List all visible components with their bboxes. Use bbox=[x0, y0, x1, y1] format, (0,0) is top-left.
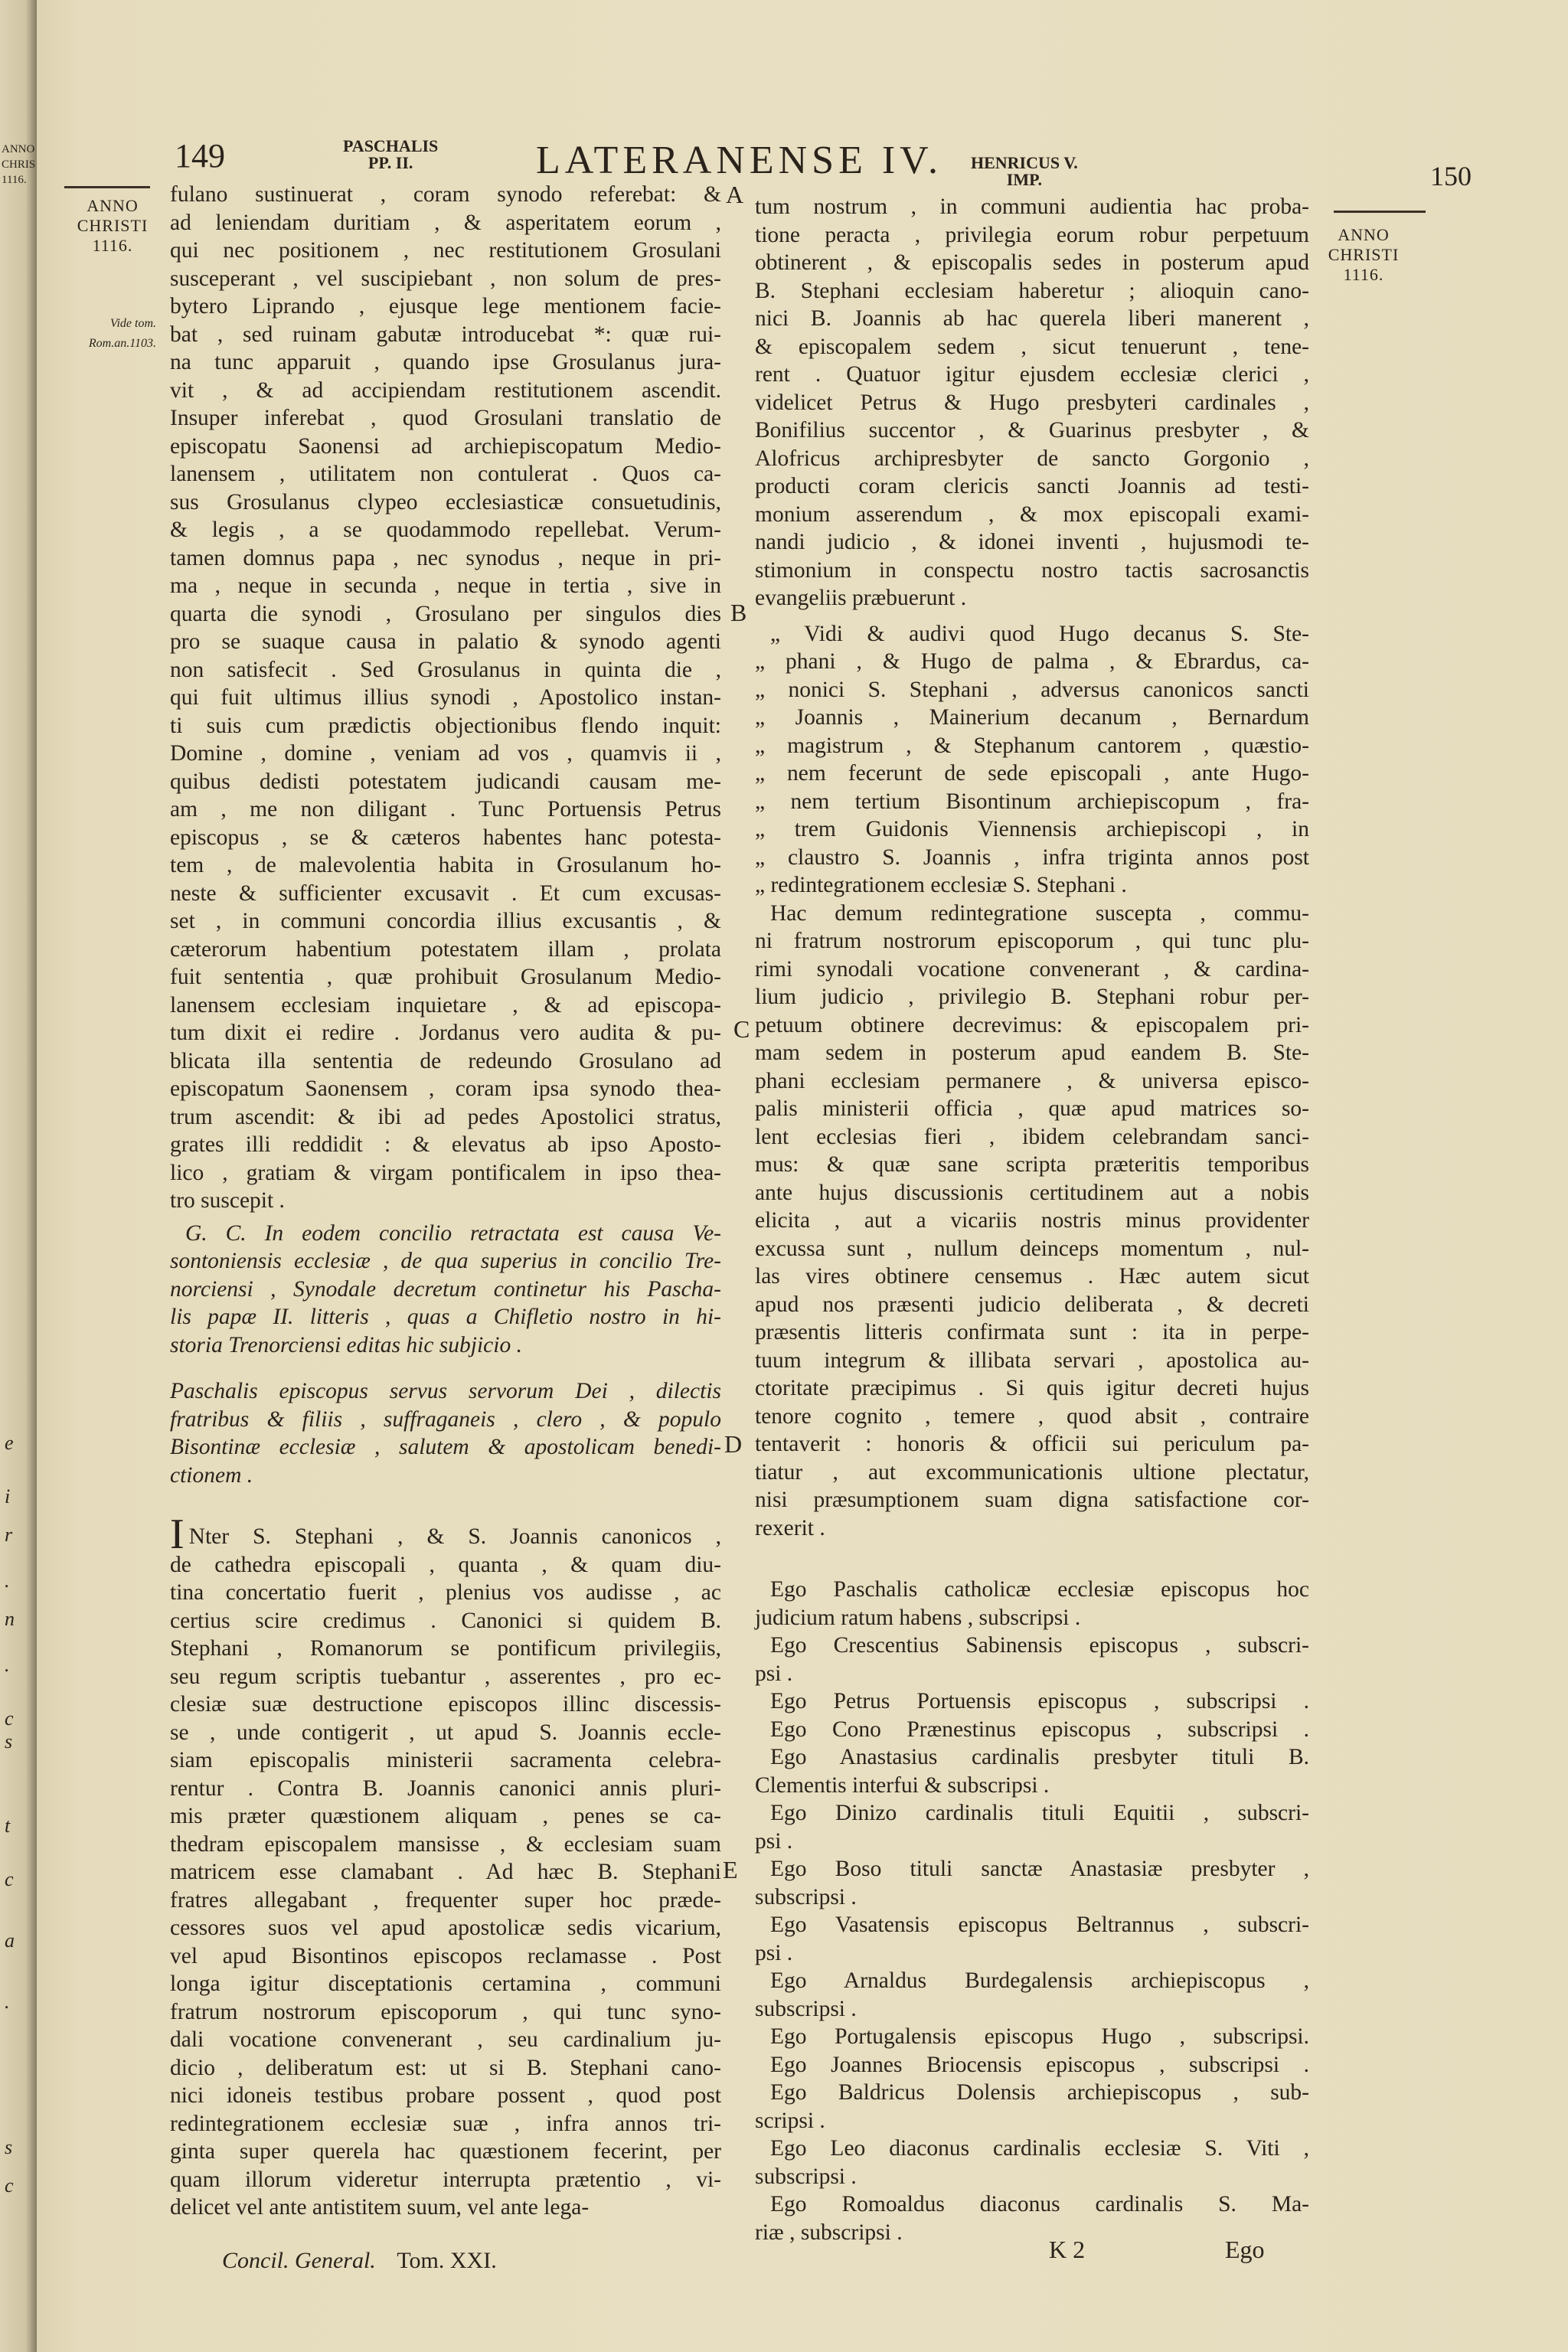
text-line: cessores suos vel apud apostolicæ sedis vicarium, bbox=[170, 1916, 721, 1940]
spine-line: 1116. bbox=[2, 174, 27, 186]
text-line: se , unde contigerit , ut apud S. Joannis eccle- bbox=[170, 1720, 721, 1745]
text-line: tuum integrum & illibata servari , apostolica au- bbox=[755, 1348, 1309, 1373]
text-line: ctionem . bbox=[170, 1462, 253, 1488]
left-paragraph-narrative bbox=[170, 181, 721, 1215]
text-line: rentur . Contra B. Joannis canonici annis pluri- bbox=[170, 1775, 721, 1801]
text-line: quarta die synodi , Grosulano per singulos dies bbox=[170, 601, 721, 626]
spine-fragment: i bbox=[5, 1485, 11, 1508]
text-line: nici idoneis testibus probare possent , quod post bbox=[170, 2083, 721, 2108]
text-line: Ego Crescentius Sabinensis episcopus , subscri- bbox=[770, 1633, 1309, 1658]
right-paragraph-testimony bbox=[755, 620, 1309, 900]
text-line: „ nonici S. Stephani , adversus canonicos sancti bbox=[755, 677, 1309, 702]
text-line: vel apud Bisontinos episcopos reclamasse . Post bbox=[170, 1943, 721, 1968]
text-line: Ego Joannes Briocensis episcopus , subscripsi . bbox=[770, 2052, 1309, 2077]
section-letter-e: E bbox=[723, 1856, 738, 1883]
text-line: tamen domnus papa , nec synodus , neque in pri- bbox=[170, 545, 721, 570]
text-line: subscripsi . bbox=[755, 1884, 857, 1909]
drop-cap: I bbox=[170, 1511, 185, 1558]
text-line: tione peracta , privilegia eorum robur perpetuum bbox=[755, 222, 1309, 247]
spine-line: CHRIS bbox=[2, 158, 36, 171]
text-line: tiatur , aut excommunicationis ultione plectatur, bbox=[755, 1459, 1309, 1485]
text-line: tenore cognito , temere , quod absit , contraire bbox=[755, 1403, 1309, 1429]
text-line: ctoritate præcipimus . Si quis igitur decreti hujus bbox=[755, 1376, 1309, 1400]
text-line: clesiæ suæ destructione episcopos illinc discessis- bbox=[170, 1692, 721, 1717]
text-line: mus: & quæ sane scripta præteritis temporibus bbox=[755, 1152, 1309, 1177]
text-line: subscripsi . bbox=[755, 1996, 857, 2021]
text-line: cæterorum habentium potestatem illam , prolata bbox=[170, 936, 721, 962]
running-head-title: LATERANENSE IV. bbox=[536, 139, 943, 182]
text-line: am , me non diligant . Tunc Portuensis Petrus bbox=[170, 797, 721, 822]
text-line: trum ascendit: & ibi ad pedes Apostolici stratus, bbox=[170, 1104, 721, 1129]
text-line: sontoniensis ecclesiæ , de qua superius in concilio Tre- bbox=[170, 1249, 721, 1273]
signature-mark: K 2 bbox=[1049, 2236, 1086, 2263]
text-line: fratrum nostrorum episcoporum , qui tunc syno- bbox=[170, 1999, 721, 2024]
text-line: tro suscepit . bbox=[170, 1188, 285, 1213]
text-line: neste & sufficienter excusavit . Et cum excusas- bbox=[170, 880, 721, 906]
text-line: Domine , domine , veniam ad vos , quamvis ii , bbox=[170, 741, 721, 766]
section-letter-c: C bbox=[733, 1015, 750, 1043]
text-line: Ego Dinizo cardinalis tituli Equitii , subscri- bbox=[770, 1801, 1309, 1825]
text-line: „ Joannis , Mainerium decanum , Bernardum bbox=[755, 705, 1309, 730]
anno-christi-right bbox=[1321, 225, 1406, 285]
text-line: petuum obtinere decrevimus: & episcopalem pri- bbox=[755, 1012, 1309, 1037]
emperor-name: HENRICUS V. bbox=[971, 153, 1078, 172]
text-line: ginta super querela hac quæstionem fecerint, per bbox=[170, 2139, 721, 2164]
text-line: longa igitur disceptationis certamina , communi bbox=[170, 1971, 721, 1996]
text-line: nisi præsumptionem suam digna satisfactione cor- bbox=[755, 1488, 1309, 1512]
left-column bbox=[170, 181, 721, 2222]
text-line: excussa sunt , nullum deinceps momentum , nul- bbox=[755, 1236, 1309, 1261]
text-line: Ego Baldricus Dolensis archiepiscopus , sub- bbox=[770, 2080, 1309, 2105]
text-line: qui nec positionem , nec restitutionem Grosulani bbox=[170, 238, 721, 263]
text-line: subscripsi . bbox=[755, 2164, 857, 2189]
text-line: B. Stephani ecclesiam haberetur ; alioquin cano- bbox=[755, 278, 1309, 303]
text-line: certius scire credimus . Canonici si quidem B. bbox=[170, 1608, 721, 1633]
text-line: „ magistrum , & Stephanum cantorem , quæstio- bbox=[755, 733, 1309, 758]
text-line: tum dixit ei redire . Jordanus vero audita & pu- bbox=[170, 1021, 721, 1045]
text-line: bat , sed ruinam gabutæ introducebat *: quæ rui- bbox=[170, 322, 721, 347]
text-line: lico , gratiam & virgam pontificalem in ipso thea- bbox=[170, 1160, 721, 1185]
text-line: lent ecclesias fieri , ibidem celebrandam sanci- bbox=[755, 1124, 1309, 1149]
marginal-note-line: Vide tom. bbox=[109, 317, 156, 330]
text-line: nici B. Joannis ab hac querela liberi manerent , bbox=[755, 306, 1309, 331]
text-line: Hac demum redintegratione suscepta , commu- bbox=[770, 900, 1309, 926]
right-paragraph-signatures bbox=[755, 1576, 1309, 2246]
footer-tome: Tom. XXI. bbox=[397, 2248, 497, 2273]
text-line: Ego Paschalis catholicæ ecclesiæ episcopus hoc bbox=[770, 1577, 1309, 1602]
adjacent-page-edge bbox=[0, 0, 37, 2352]
text-line: Clementis interfui & subscripsi . bbox=[755, 1772, 1050, 1798]
text-line: episcopatu Saonensi ad archiepiscopatum Medio- bbox=[170, 433, 721, 459]
text-line: qui fuit ultimus illius synodi , Apostolico instan- bbox=[170, 685, 721, 710]
text-line: fratres allegabant , frequenter super hoc præde- bbox=[170, 1887, 721, 1913]
text-line: riæ , subscripsi . bbox=[755, 2220, 903, 2245]
section-letter-b: B bbox=[730, 599, 747, 626]
text-line: videlicet Petrus & Hugo presbyteri cardinales , bbox=[755, 390, 1309, 415]
text-line: „ redintegrationem ecclesiæ S. Stephani . bbox=[755, 873, 1127, 897]
spine-fragment: t bbox=[5, 1815, 11, 1837]
left-paragraph-salutation bbox=[170, 1377, 721, 1489]
section-letter-d: D bbox=[724, 1430, 743, 1458]
text-line: rent . Quatuor igitur ejusdem ecclesiæ clerici , bbox=[755, 362, 1309, 387]
page-number-right: 150 bbox=[1430, 161, 1472, 191]
spine-fragment: n bbox=[5, 1608, 15, 1630]
text-line: Ego Portugalensis episcopus Hugo , subscripsi. bbox=[770, 2024, 1309, 2049]
text-line: quibus dedisti potestatem judicandi causam me- bbox=[170, 769, 721, 794]
text-line: Insuper inferebat , quod Grosulani translatio de bbox=[170, 406, 721, 430]
text-line: matricem esse clamabant . Ad hæc B. Stephani bbox=[170, 1860, 721, 1884]
text-line: grates illi reddidit : & elevatus ab ipso Aposto- bbox=[170, 1132, 721, 1157]
footer-signature bbox=[222, 2248, 497, 2274]
text-line: episcopatum Saonensem , coram ipsa synodo thea- bbox=[170, 1076, 721, 1101]
text-line: redintegrationem ecclesiæ suæ , infra annos tri- bbox=[170, 2111, 721, 2136]
text-line: delicet vel ante antistitem suum, vel ante lega- bbox=[170, 2195, 590, 2220]
marginal-note-line: Rom.an.1103. bbox=[88, 337, 156, 350]
text-line: „ nem fecerunt de sede episcopali , ante Hugo- bbox=[755, 761, 1309, 786]
text-line: fulano sustinuerat , coram synodo referebat: & bbox=[170, 182, 721, 207]
text-line: lanensem ecclesiam inquietare , & ad episcopa- bbox=[170, 992, 721, 1018]
text-line: Ego Anastasius cardinalis presbyter tituli B. bbox=[770, 1745, 1309, 1769]
text-line: mam sedem in posterum apud eandem B. Ste- bbox=[755, 1040, 1309, 1065]
text-line: scripsi . bbox=[755, 2108, 825, 2133]
spacer bbox=[170, 1359, 721, 1374]
text-line: G. C. In eodem concilio retractata est causa Ve- bbox=[185, 1220, 721, 1246]
text-line: episcopus , se & cæteros habentes hanc potesta- bbox=[170, 825, 721, 850]
text-line: Bisontinæ ecclesiæ , salutem & apostolicam benedi- bbox=[170, 1435, 721, 1459]
text-line: norciensi , Synodale decretum continetur his Pascha- bbox=[170, 1276, 721, 1302]
spine-fragment: r bbox=[5, 1524, 13, 1546]
text-line: Bonifilius succentor , & Guarinus presbyter , & bbox=[755, 418, 1309, 443]
text-line: nandi judicio , & idonei inventi , hujusmodi te- bbox=[755, 530, 1309, 554]
text-line: Ego Boso tituli sanctæ Anastasiæ presbyter , bbox=[770, 1857, 1309, 1881]
anno-christi-left bbox=[70, 196, 155, 256]
page-number-left: 149 bbox=[175, 137, 225, 175]
text-line: dali vocatione convenerant , seu cardinalium ju- bbox=[170, 2027, 721, 2052]
spine-fragment: s bbox=[5, 2136, 13, 2158]
text-line: storia Trenorciensi editas hic subjicio . bbox=[170, 1332, 522, 1357]
text-line: Ego Leo diaconus cardinalis ecclesiæ S. Viti , bbox=[770, 2136, 1309, 2161]
text-line: lium judicio , privilegio B. Stephani robur per- bbox=[755, 985, 1309, 1009]
spine-fragment: e bbox=[5, 1432, 14, 1454]
text-line: & legis , a se quodammodo repellebat. Verum- bbox=[170, 518, 721, 542]
text-line: Ego Petrus Portuensis episcopus , subscripsi . bbox=[770, 1689, 1309, 1713]
text-line: vit , & ad accipiendam restitutionem ascendit. bbox=[170, 377, 721, 403]
text-line: seu regum scriptis tuebantur , asserentes , pro ec- bbox=[170, 1664, 721, 1689]
text-line: na tunc apparuit , quando ipse Grosulanus jura- bbox=[170, 350, 721, 374]
text-line: ante hujus discussionis certitudinem aut a nobis bbox=[755, 1180, 1309, 1205]
text-line: pro se suaque causa in palatio & synodo agenti bbox=[170, 629, 721, 654]
text-line: „ claustro S. Joannis , infra triginta annos post bbox=[755, 844, 1309, 870]
text-line: Alofricus archipresbyter de sancto Gorgonio , bbox=[755, 446, 1309, 471]
text-line: set , in communi concordia illius excusantis , & bbox=[170, 909, 721, 933]
text-line: „ trem Guidonis Viennensis archiepiscopi , in bbox=[755, 817, 1309, 841]
text-line: ad leniendam duritiam , & asperitatem eorum , bbox=[170, 210, 721, 235]
text-line: „ phani , & Hugo de palma , & Ebrardus, ca- bbox=[755, 649, 1309, 674]
text-line: lis papæ II. litteris , quas a Chifletio nostro in hi- bbox=[170, 1305, 721, 1329]
spine-fragment: . bbox=[5, 1570, 10, 1592]
text-line: tina concertatio fuerit , plenius vos audisse , ac bbox=[170, 1580, 721, 1605]
text-line: elicita , aut a vicariis nostris minus providenter bbox=[755, 1208, 1309, 1233]
spine-fragment: c bbox=[5, 1868, 14, 1890]
spine-fragment: c bbox=[5, 2174, 14, 2197]
spine-fragment: c bbox=[5, 1707, 14, 1730]
text-line: Paschalis episcopus servus servorum Dei , dilectis bbox=[170, 1379, 721, 1403]
right-paragraph-decree bbox=[755, 900, 1309, 1543]
running-head-pope bbox=[343, 138, 438, 172]
right-paragraph-letter bbox=[755, 193, 1309, 612]
spine-fragment: . bbox=[5, 1654, 10, 1676]
text-line: susceperant , vel suscipiebant , non solum de pres- bbox=[170, 266, 721, 291]
text-line: bytero Liprando , ejusque lege mentionem facie- bbox=[170, 294, 721, 318]
spine-fragment: s bbox=[5, 1730, 13, 1753]
text-line: & episcopalem sedem , sicut tenuerunt , tene- bbox=[755, 334, 1309, 359]
text-line: dicio , deliberatum est: ut si B. Stephani cano- bbox=[170, 2055, 721, 2080]
year-label: 1116. bbox=[92, 236, 133, 255]
text-line: Ego Arnaldus Burdegalensis archiepiscopus , bbox=[770, 1968, 1309, 1993]
text-line: Nter S. Stephani , & S. Joannis canonicos , bbox=[188, 1524, 721, 1549]
text-line: fuit sententia , quæ prohibuit Grosulanum Medio- bbox=[170, 965, 721, 989]
text-line: psi . bbox=[755, 1828, 793, 1854]
text-line: lanensem , utilitatem non contulerat . Quos ca- bbox=[170, 462, 721, 486]
text-line: ni fratrum nostrorum episcoporum , qui tunc plu- bbox=[755, 929, 1309, 953]
text-line: Ego Romoaldus diaconus cardinalis S. Ma- bbox=[770, 2192, 1309, 2216]
pope-number: PP. II. bbox=[368, 153, 413, 172]
text-line: palis ministerii officia , quæ apud matrices so- bbox=[755, 1096, 1309, 1121]
spine-fragment: . bbox=[5, 1991, 10, 2013]
text-line: tum nostrum , in communi audientia hac proba- bbox=[755, 194, 1309, 219]
text-line: tem , de malevolentia habita in Grosulanum ho- bbox=[170, 853, 721, 877]
text-line: præsentis litteris confirmata sunt : ita in perpe- bbox=[755, 1320, 1309, 1344]
text-line: „ nem tertium Bisontinum archiepiscopum , fra- bbox=[755, 789, 1309, 814]
text-line: Ego Vasatensis episcopus Beltrannus , subscri- bbox=[770, 1913, 1309, 1937]
text-line: „ Vidi & audivi quod Hugo decanus S. Ste- bbox=[770, 621, 1309, 646]
anno-label: ANNO bbox=[87, 196, 139, 215]
right-column bbox=[755, 193, 1309, 2246]
pope-name: PASCHALIS bbox=[343, 136, 439, 155]
margin-rule-right bbox=[1334, 211, 1426, 213]
marginal-note bbox=[49, 314, 156, 354]
text-line: monium asserendum , & mox episcopali exami- bbox=[755, 501, 1309, 527]
left-paragraph-editor-note bbox=[170, 1220, 721, 1360]
text-line: ti suis cum prædictis objectionibus flendo inquit: bbox=[170, 713, 721, 738]
text-line: judicium ratum habens , subscripsi . bbox=[755, 1605, 1081, 1630]
year-label: 1116. bbox=[1343, 265, 1384, 284]
text-line: fratribus & filiis , suffraganeis , clero , & populo bbox=[170, 1406, 721, 1432]
spine-fragment: a bbox=[5, 1929, 15, 1952]
margin-rule-left bbox=[64, 186, 150, 188]
catchword: Ego bbox=[1225, 2236, 1265, 2263]
adjacent-page-anno bbox=[2, 142, 35, 188]
text-line: stimonium in conspectu nostro tactis sacrosanctis bbox=[755, 557, 1309, 583]
text-line: apud nos præsenti judicio deliberata , & decreti bbox=[755, 1292, 1309, 1317]
christi-label: CHRISTI bbox=[77, 216, 149, 235]
text-line: psi . bbox=[755, 1940, 793, 1965]
text-line: de cathedra episcopali , quanta , & quam diu- bbox=[170, 1552, 721, 1577]
text-line: sus Grosulanus clypeo ecclesiasticæ consuetudinis, bbox=[170, 489, 721, 514]
section-letter-a: A bbox=[726, 181, 744, 208]
spacer bbox=[755, 1542, 1309, 1576]
christi-label: CHRISTI bbox=[1328, 245, 1400, 264]
running-head-emperor bbox=[971, 155, 1078, 188]
spine-line: ANNO bbox=[2, 143, 35, 155]
text-line: non satisfecit . Sed Grosulanus in quinta die , bbox=[170, 657, 721, 682]
text-line: Ego Cono Prænestinus episcopus , subscripsi . bbox=[770, 1717, 1309, 1742]
text-line: ma , neque in secunda , neque in tertia , sive in bbox=[170, 573, 721, 598]
text-line: producti coram clericis sancti Joannis ad testi- bbox=[755, 474, 1309, 498]
footer-concil: Concil. General. bbox=[222, 2248, 376, 2273]
emperor-title: IMP. bbox=[1006, 170, 1043, 189]
text-line: evangeliis præbuerunt . bbox=[755, 586, 967, 610]
text-line: blicata illa sententia de redeundo Grosulano ad bbox=[170, 1048, 721, 1073]
text-line: quam illorum videretur interrupta prætentio , vi- bbox=[170, 2167, 721, 2192]
text-line: tentaverit : honoris & officii sui periculum pa- bbox=[755, 1432, 1309, 1456]
text-line: las vires obtinere censemus . Hæc autem sicut bbox=[755, 1264, 1309, 1289]
text-line: mis præter quæstionem aliquam , penes se ca- bbox=[170, 1804, 721, 1828]
left-paragraph-letter bbox=[170, 1511, 721, 2222]
text-line: obtinerent , & episcopalis sedes in posterum apud bbox=[755, 250, 1309, 275]
text-line: psi . bbox=[755, 1661, 793, 1686]
anno-label: ANNO bbox=[1338, 225, 1390, 244]
text-line: phani ecclesiam permanere , & universa episco- bbox=[755, 1068, 1309, 1093]
text-line: thedram episcopalem mansisse , & ecclesiam suam bbox=[170, 1831, 721, 1857]
text-line: siam episcopalis ministerii sacramenta celebra- bbox=[170, 1748, 721, 1772]
text-line: Stephani , Romanorum se pontificum privilegiis, bbox=[170, 1636, 721, 1661]
spacer bbox=[170, 1489, 721, 1523]
text-line: rimi synodali vocatione convenerant , & cardina- bbox=[755, 956, 1309, 982]
text-line: rexerit . bbox=[755, 1515, 825, 1540]
